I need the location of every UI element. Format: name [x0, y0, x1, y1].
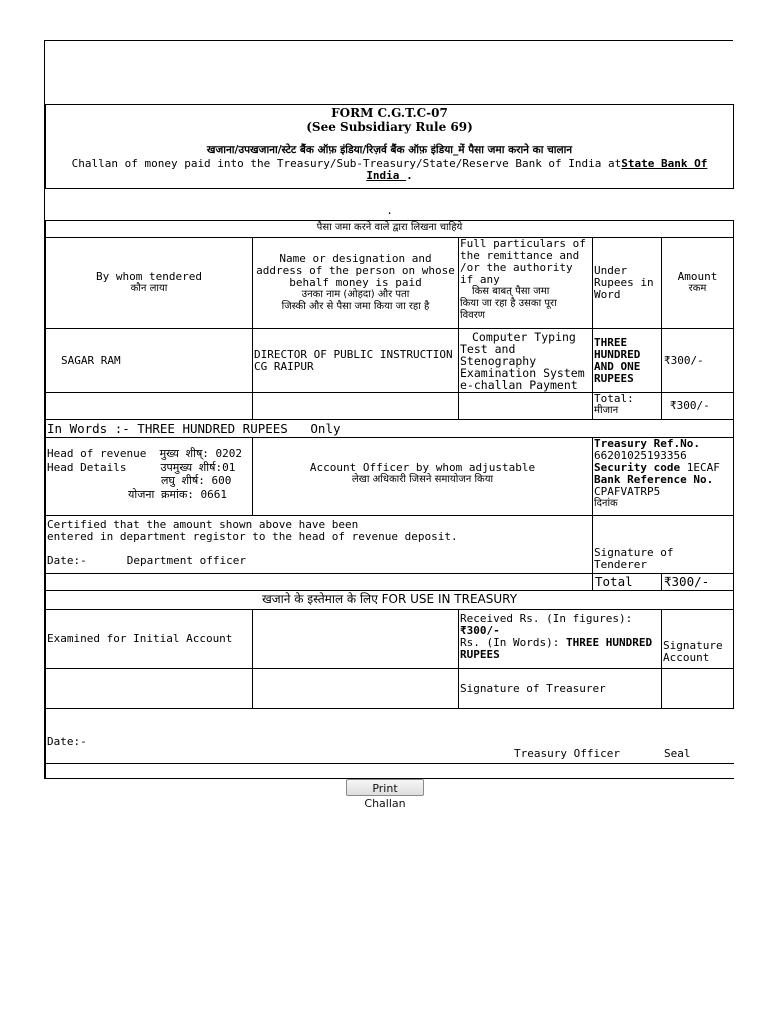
in-words-label: In Words :- THREE HUNDRED RUPEES — [47, 421, 288, 436]
details-line — [47, 461, 251, 475]
certify-date: Date:- — [47, 554, 87, 567]
received-label: Received Rs. (In figures): — [460, 612, 633, 625]
form-footer-line — [45, 763, 734, 779]
treasury-seal: Seal — [664, 747, 691, 760]
examined-label: Examined for Initial Account — [47, 632, 233, 645]
under-label-2: Rupees in — [594, 276, 654, 289]
tendered-label: By whom tendered — [96, 270, 202, 283]
under-label-1: Under — [594, 264, 628, 277]
treasurer-blank-2 — [252, 668, 459, 709]
certify-cell — [45, 515, 593, 574]
revenue-label: Head of revenue — [47, 447, 147, 460]
particulars-label-1: Full particulars of — [460, 237, 586, 250]
print-challan-button[interactable]: Print Challan — [346, 779, 424, 796]
in-words-only: Only — [310, 421, 341, 436]
signature-account-2: Account — [663, 651, 710, 664]
particulars-line-1: Computer Typing — [472, 329, 576, 344]
account-officer-label-hindi: लेखा अधिकारी जिसने समायोजन किया — [351, 474, 494, 485]
particulars-line-5: e-challan Payment — [460, 377, 578, 392]
total-blank-3 — [458, 392, 593, 420]
total-label: Total: — [594, 392, 634, 405]
received-cell — [458, 609, 662, 669]
particulars-label-4: if any — [460, 273, 500, 286]
certify-total-label-cell: Total — [592, 573, 662, 591]
behalf-line-2: CG RAIPUR — [254, 359, 314, 373]
words-line-3: AND ONE — [594, 359, 641, 373]
words-line-1: THREE — [594, 335, 628, 349]
heading-english-text: Challan of money paid into the Treasury/Sub-Treasury/State/Reserve Bank of India at — [71, 157, 622, 170]
name-label-2: address of the person on whose — [256, 264, 455, 277]
details-value: उपमुख्य शीर्ष:01 — [160, 460, 236, 474]
behalf-line-1: DIRECTOR OF PUBLIC INSTRUCTION — [254, 347, 453, 361]
signature-account-1: Signature — [663, 639, 723, 652]
signature-account-cell — [661, 609, 734, 669]
officer-row — [45, 708, 734, 764]
spacer-dot: . — [386, 204, 393, 217]
certify-date-line — [47, 555, 591, 567]
tenderer-name: SAGAR RAM — [61, 353, 121, 367]
under-label-3: Word — [594, 288, 621, 301]
particulars-line-3: Stenography — [460, 353, 537, 368]
account-officer-label: Account Officer by whom adjustable — [309, 461, 536, 474]
particulars-hindi-1: किस बाबत् पैसा जमा — [472, 286, 550, 297]
to-be-filled-note: पैसा जमा करने वाले द्वारा लिखना चाहिये — [45, 220, 734, 238]
bank-name-2: India — [366, 169, 400, 182]
amount-value: ₹300/- — [664, 353, 704, 367]
revenue-line — [47, 447, 251, 461]
form-title: FORM C.G.T.C-07 — [331, 106, 448, 120]
particulars-line-2: Test and — [460, 341, 516, 356]
bank-name-tail: . — [406, 169, 413, 182]
name-label-hindi-2: जिस्की और से पैसा जमा किया जा रहा है — [281, 301, 430, 312]
particulars-hindi-3: विवरण — [460, 310, 486, 321]
total-amount-cell — [661, 392, 734, 420]
total-blank-1 — [45, 392, 253, 420]
tenderer-signature-1: Signature of — [594, 546, 674, 559]
department-officer: Department officer — [126, 554, 246, 567]
security-value: 1ECAF — [686, 461, 720, 474]
form-subtitle: (See Subsidiary Rule 69) — [306, 120, 473, 134]
received-words-1: THREE HUNDRED — [565, 636, 653, 649]
particulars-label-3: /or the authority — [460, 261, 573, 274]
total-blank-2 — [252, 392, 459, 420]
tenderer-signature-2: Tenderer — [594, 558, 647, 571]
treasurer-signature-cell — [458, 668, 662, 709]
security-label: Security code — [594, 461, 681, 474]
certify-total-blank — [45, 573, 593, 591]
head-of-revenue-cell — [45, 437, 253, 516]
treasurer-blank-3 — [661, 668, 734, 709]
received-words-2: RUPEES — [460, 648, 500, 661]
date-label-hindi: दिनांक — [594, 498, 618, 509]
certify-line-1: Certified that the amount shown above have been — [47, 518, 359, 531]
details-label: Head Details — [47, 460, 127, 474]
col-under-rupees — [592, 237, 662, 329]
bank-ref-label: Bank Reference No. — [594, 473, 714, 486]
amount-label: Amount — [677, 270, 718, 283]
examined-cell — [45, 609, 253, 669]
tendered-label-hindi: कौन लाया — [130, 283, 168, 294]
particulars-line-4: Examination System — [460, 365, 585, 380]
total-label-hindi: मीजान — [594, 405, 619, 416]
form-header — [45, 104, 734, 189]
received-words-label: Rs. (In Words): — [460, 636, 560, 649]
minor-line: लघु शीर्ष: 600 — [161, 474, 232, 487]
words-line-4: RUPEES — [594, 371, 634, 385]
particulars-hindi-2: किया जा रहा है उसका पूरा — [460, 298, 557, 309]
scheme-line: योजना क्रमांक: 0661 — [128, 487, 228, 501]
treasury-ref-value: 66201025193356 — [594, 449, 687, 462]
name-label-3: behalf money is paid — [289, 276, 422, 289]
rupees-words-cell — [592, 328, 662, 393]
behalf-cell — [252, 328, 459, 393]
particulars-label-2: the remittance and — [460, 249, 580, 262]
amount-label-hindi: रकम — [688, 283, 707, 294]
name-label-1: Name or designation and — [279, 252, 432, 265]
challan-form — [44, 40, 733, 779]
treasury-date: Date:- — [47, 735, 87, 748]
heading-hindi: खजाना/उपखजाना/स्टेट बैंक ऑफ़ इंडिया/रिज़र्व बैंक ऑफ़ इंडिया_में पैसा जमा कराने का चालान — [206, 144, 573, 156]
words-line-2: HUNDRED — [594, 347, 641, 361]
col-tendered — [45, 237, 253, 329]
total-label-cell — [592, 392, 662, 420]
col-amount — [661, 237, 734, 329]
amount-cell — [661, 328, 734, 393]
received-value: ₹300/- — [460, 624, 500, 637]
account-officer-cell — [252, 437, 593, 516]
treasurer-blank-1 — [45, 668, 253, 709]
treasury-heading: खजाने के इस्तेमाल के लिए FOR USE IN TREASURY — [45, 590, 734, 610]
treasury-ref-cell — [592, 437, 734, 516]
col-particulars — [458, 237, 593, 329]
revenue-value: मुख्य शीष्: 0202 — [159, 447, 243, 460]
examined-blank — [252, 609, 459, 669]
treasury-officer: Treasury Officer — [514, 747, 620, 760]
bank-ref-value: CPAFVATRP5 — [594, 485, 661, 498]
particulars-cell — [458, 328, 593, 393]
in-words-row — [45, 419, 734, 438]
certify-total-value-cell: ₹300/- — [661, 573, 734, 591]
tenderer-cell — [45, 328, 253, 393]
total-amount: ₹300/- — [670, 399, 710, 412]
certify-line-2: entered in department registor to the head of revenue deposit. — [47, 530, 458, 543]
treasurer-signature: Signature of Treasurer — [460, 681, 606, 695]
col-name — [252, 237, 459, 329]
bank-name-1: State Bank Of — [621, 157, 708, 170]
tenderer-signature-cell — [592, 515, 734, 574]
name-label-hindi-1: उनका नाम (ओहदा) और पता — [301, 289, 410, 300]
bank-name-line — [46, 170, 733, 182]
treasury-ref-label: Treasury Ref.No. — [594, 437, 700, 450]
